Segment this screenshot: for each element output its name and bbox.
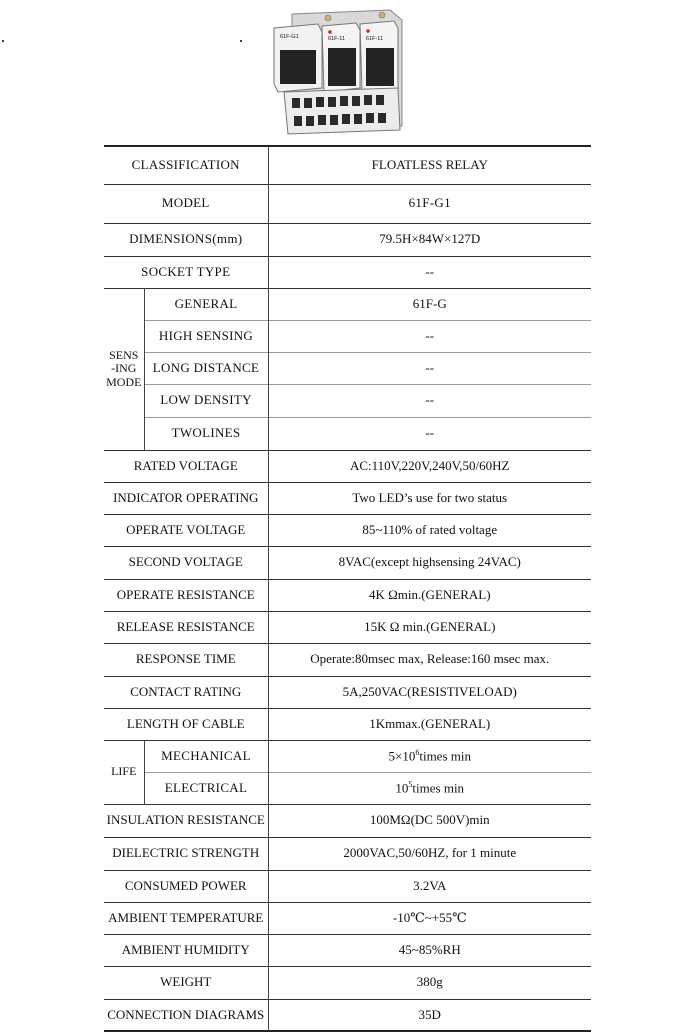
spec-row-consumed-power: [104, 870, 591, 902]
spec-value: 380g: [268, 966, 591, 999]
spec-label: AMBIENT HUMIDITY: [104, 934, 268, 966]
spec-label: TWOLINES: [144, 417, 268, 450]
sensing-mode-group-label: SENS -ING MODE: [104, 288, 144, 450]
spec-value: --: [268, 417, 591, 450]
spec-row-release-resistance: [104, 611, 591, 643]
spec-table: [104, 145, 591, 1032]
life-group-label: LIFE: [104, 740, 144, 804]
spec-row-rated-voltage: [104, 450, 591, 482]
spec-label: SOCKET TYPE: [104, 256, 268, 288]
spec-value: Two LED’s use for two status: [268, 482, 591, 514]
relay1-label: 61F-G1: [280, 34, 299, 40]
spec-row-connection-diagrams: [104, 999, 591, 1031]
spec-value: --: [268, 352, 591, 384]
spec-row-life-electrical: [104, 772, 591, 804]
spec-value: 85~110% of rated voltage: [268, 514, 591, 546]
spec-value: 61F-G1: [268, 184, 591, 223]
spec-label: RELEASE RESISTANCE: [104, 611, 268, 643]
spec-row-sensing-twolines: [104, 417, 591, 450]
spec-label: INDICATOR OPERATING: [104, 482, 268, 514]
spec-row-life-mechanical: [104, 740, 591, 772]
spec-label: CONNECTION DIAGRAMS: [104, 999, 268, 1031]
spec-value: 100MΩ(DC 500V)min: [268, 804, 591, 837]
spec-value: FLOATLESS RELAY: [268, 146, 591, 184]
spec-row-insulation: [104, 804, 591, 837]
relay2-label: 61F-11: [328, 36, 346, 42]
spec-label: RATED VOLTAGE: [104, 450, 268, 482]
spec-value: 15K Ω min.(GENERAL): [268, 611, 591, 643]
spec-label: DIMENSIONS(mm): [104, 223, 268, 256]
spec-value: --: [268, 384, 591, 417]
spec-row-second-voltage: [104, 546, 591, 579]
spec-label: DIELECTRIC STRENGTH: [104, 837, 268, 870]
spec-label: LONG DISTANCE: [144, 352, 268, 384]
spec-value: 2000VAC,50/60HZ, for 1 minute: [268, 837, 591, 870]
spec-row-dimensions: [104, 223, 591, 256]
spec-label: INSULATION RESISTANCE: [104, 804, 268, 837]
spec-label: ELECTRICAL: [144, 772, 268, 804]
spec-label: OPERATE VOLTAGE: [104, 514, 268, 546]
spec-label: WEIGHT: [104, 966, 268, 999]
spec-label: GENERAL: [144, 288, 268, 320]
spec-row-indicator: [104, 482, 591, 514]
spec-label: CLASSIFICATION: [104, 146, 268, 184]
spec-value: --: [268, 320, 591, 352]
spec-label: AMBIENT TEMPERATURE: [104, 902, 268, 934]
spec-value: 5A,250VAC(RESISTIVELOAD): [268, 676, 591, 708]
stray-dot-right: [240, 40, 242, 42]
spec-row-length-of-cable: [104, 708, 591, 740]
spec-value: 35D: [268, 999, 591, 1031]
spec-row-sensing-general: [104, 288, 591, 320]
spec-value: 61F-G: [268, 288, 591, 320]
spec-label: OPERATE RESISTANCE: [104, 579, 268, 611]
spec-value: 8VAC(except highsensing 24VAC): [268, 546, 591, 579]
spec-label: LOW DENSITY: [144, 384, 268, 417]
spec-row-operate-voltage: [104, 514, 591, 546]
spec-label: CONSUMED POWER: [104, 870, 268, 902]
spec-row-sensing-high: [104, 320, 591, 352]
spec-value: 3.2VA: [268, 870, 591, 902]
spec-value: 79.5H×84W×127D: [268, 223, 591, 256]
spec-value: --: [268, 256, 591, 288]
spec-row-model: [104, 184, 591, 223]
spec-row-sensing-low-density: [104, 384, 591, 417]
spec-value: $10^5times$ min: [268, 772, 591, 804]
spec-row-sensing-long-distance: [104, 352, 591, 384]
spec-row-ambient-temperature: [104, 902, 591, 934]
stray-dot-left: [2, 40, 4, 42]
spec-label: HIGH SENSING: [144, 320, 268, 352]
spec-label: RESPONSE TIME: [104, 643, 268, 676]
spec-row-socket-type: [104, 256, 591, 288]
spec-value: 45~85%RH: [268, 934, 591, 966]
spec-value: -10℃~+55℃: [268, 902, 591, 934]
spec-label: MODEL: [104, 184, 268, 223]
relay-product-image: [270, 4, 420, 138]
spec-label: LENGTH OF CABLE: [104, 708, 268, 740]
spec-row-weight: [104, 966, 591, 999]
spec-row-dielectric: [104, 837, 591, 870]
relay3-label: 61F-11: [366, 36, 384, 42]
spec-value: AC:110V,220V,240V,50/60HZ: [268, 450, 591, 482]
spec-label: MECHANICAL: [144, 740, 268, 772]
spec-value: $5\times 10^6times$ min: [268, 740, 591, 772]
spec-value: 4K Ωmin.(GENERAL): [268, 579, 591, 611]
spec-label: CONTACT RATING: [104, 676, 268, 708]
spec-label: SECOND VOLTAGE: [104, 546, 268, 579]
spec-value: 1Kmmax.(GENERAL): [268, 708, 591, 740]
spec-row-operate-resistance: [104, 579, 591, 611]
spec-row-contact-rating: [104, 676, 591, 708]
spec-value: Operate:80msec max, Release:160 msec max.: [268, 643, 591, 676]
spec-row-ambient-humidity: [104, 934, 591, 966]
spec-row-classification: [104, 146, 591, 184]
spec-row-response-time: [104, 643, 591, 676]
